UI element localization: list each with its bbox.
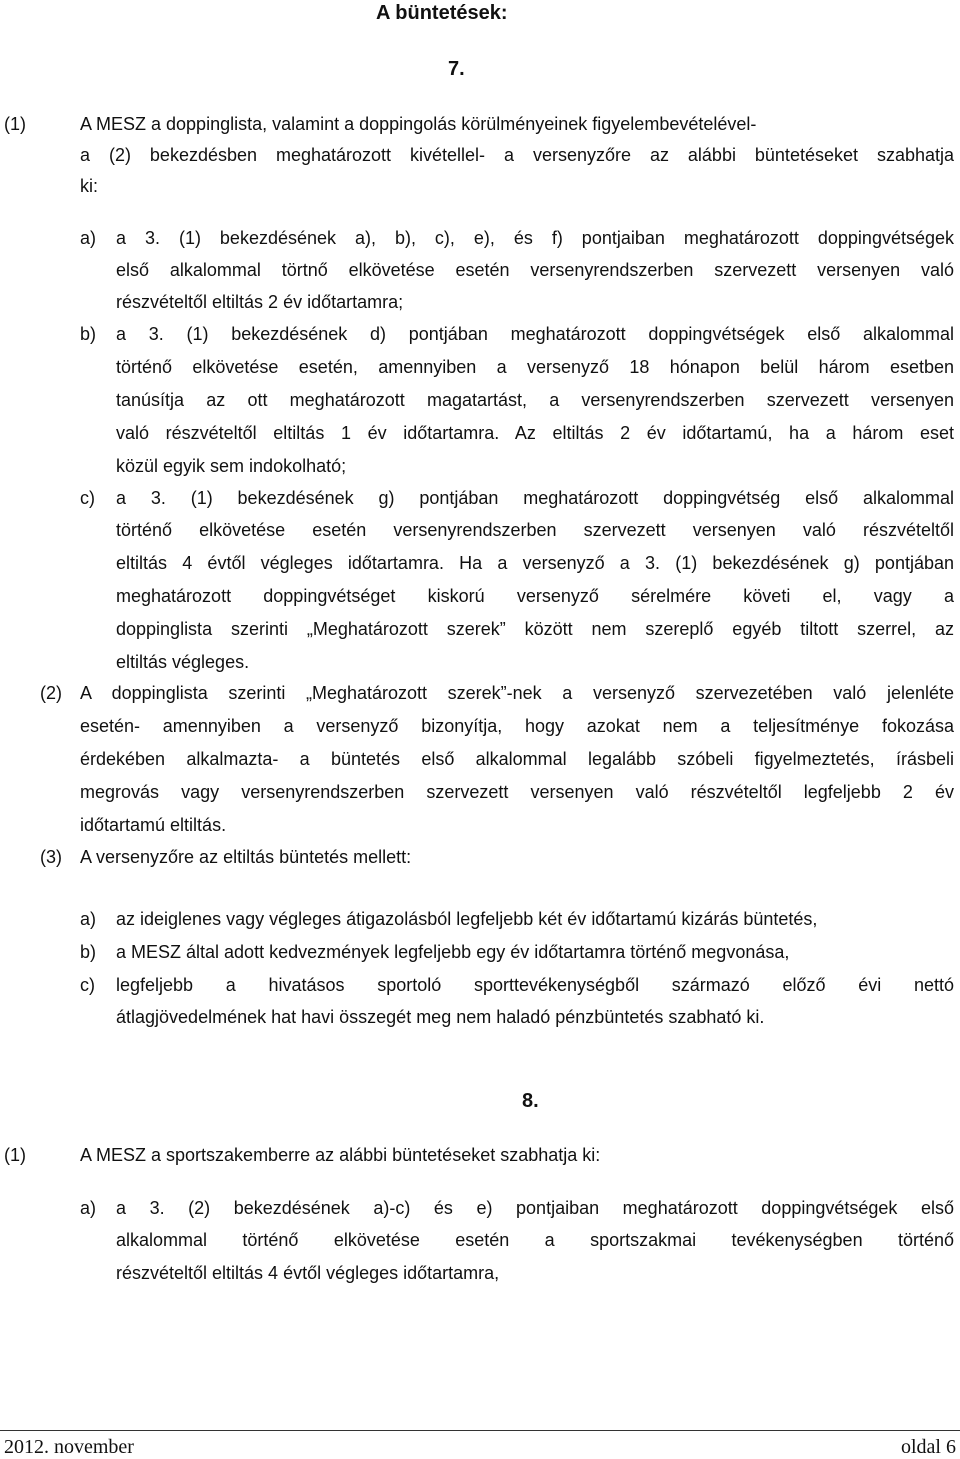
s7-p3-item-a-letter: a) xyxy=(80,909,97,929)
s7-p3-number: (3) xyxy=(40,847,62,867)
page-title: A büntetések: xyxy=(376,2,508,24)
section-7-heading: 7. xyxy=(448,58,465,80)
s8-item-a-line-2: alkalommal történő elkövetése esetén a sportszakmai tevékenységben történő xyxy=(116,1230,954,1250)
s7-p1-line-1: A MESZ a doppinglista, valamint a doppingolás körülményeinek figyelembevételével- xyxy=(80,114,757,134)
s7-item-b-line-5: közül egyik sem indokolható; xyxy=(116,456,347,476)
s7-p3-item-a-line-1: az ideiglenes vagy végleges átigazolásból legfeljebb két év időtartamú kizárás büntetés, xyxy=(116,909,818,929)
s7-p3-item-c-letter: c) xyxy=(80,975,95,995)
s7-p3-item-b-letter: b) xyxy=(80,942,97,962)
s7-p1-line-3: ki: xyxy=(80,176,98,196)
s7-item-a-line-3: részvételtől eltiltás 2 év időtartamra; xyxy=(116,292,404,312)
s7-item-b-line-2: történő elkövetése esetén, amennyiben a versenyző 18 hónapon belül három esetben xyxy=(116,357,954,377)
s7-p2-number: (2) xyxy=(40,683,62,703)
s7-item-a-letter: a) xyxy=(80,228,97,248)
s7-item-b-line-1: a 3. (1) bekezdésének d) pontjában meghatározott doppingvétségek első alkalommal xyxy=(116,324,954,344)
footer-divider xyxy=(0,1430,960,1431)
s7-p2-line-4: megrovás vagy versenyrendszerben szervezett versenyen való részvételtől legfeljebb 2 év xyxy=(80,782,954,802)
s7-p2-line-3: érdekében alkalmazta- a büntetés első alkalommal legalább szóbeli figyelmeztetés, írásbeli xyxy=(80,749,954,769)
s8-p1-number: (1) xyxy=(4,1145,26,1165)
s7-item-c-line-6: eltiltás végleges. xyxy=(116,652,250,672)
s7-item-b-line-3: tanúsítja az ott meghatározott magatartást, a versenyrendszerben szervezett versenyen xyxy=(116,390,954,410)
section-8-heading: 8. xyxy=(522,1090,539,1112)
footer-date: 2012. november xyxy=(4,1436,134,1458)
s7-p3-item-c-line-2: átlagjövedelmének hat havi összegét meg nem haladó pénzbüntetés szabható ki. xyxy=(116,1007,765,1027)
s8-item-a-letter: a) xyxy=(80,1198,97,1218)
s7-item-c-line-2: történő elkövetése esetén versenyrendszerben szervezett versenyen való részvételtől xyxy=(116,520,954,540)
s7-p3-item-b-line-1: a MESZ által adott kedvezmények legfeljebb egy év időtartamra történő megvonása, xyxy=(116,942,790,962)
s7-p1-line-2: a (2) bekezdésben meghatározott kivétellel- a versenyzőre az alábbi büntetéseket szabhatja xyxy=(80,145,954,165)
s7-item-b-line-4: való részvételtől eltiltás 1 év időtartamra. Az eltiltás 2 év időtartamú, ha a három eset xyxy=(116,423,954,443)
s7-p2-line-2: esetén- amennyiben a versenyző bizonyítja, hogy azokat nem a teljesítménye fokozása xyxy=(80,716,954,736)
s7-item-c-line-1: a 3. (1) bekezdésének g) pontjában meghatározott doppingvétség első alkalommal xyxy=(116,488,954,508)
s7-item-a-line-2: első alkalommal törtnő elkövetése esetén versenyrendszerben szervezett versenyen való xyxy=(116,260,954,280)
s8-item-a-line-1: a 3. (2) bekezdésének a)-c) és e) pontjaiban meghatározott doppingvétségek első xyxy=(116,1198,954,1218)
s7-item-c-letter: c) xyxy=(80,488,95,508)
s7-item-a-line-1: a 3. (1) bekezdésének a), b), c), e), és f) pontjaiban meghatározott doppingvétségek xyxy=(116,228,954,248)
s8-item-a-line-3: részvételtől eltiltás 4 évtől végleges időtartamra, xyxy=(116,1263,500,1283)
s7-item-c-line-5: doppinglista szerinti „Meghatározott szerek” között nem szereplő egyéb tiltott szerrel, az xyxy=(116,619,954,639)
s7-p2-line-1: A doppinglista szerinti „Meghatározott szerek”-nek a versenyző szervezetében való jelenléte xyxy=(80,683,954,703)
s7-item-c-line-3: eltiltás 4 évtől végleges időtartamra. Ha a versenyző a 3. (1) bekezdésének g) pontjában xyxy=(116,553,954,573)
s7-item-c-line-4: meghatározott doppingvétséget kiskorú versenyző sérelmére követi el, vagy a xyxy=(116,586,954,606)
s7-p3-line-1: A versenyzőre az eltiltás büntetés mellett: xyxy=(80,847,412,867)
s7-p1-number: (1) xyxy=(4,114,26,134)
s8-p1-line-1: A MESZ a sportszakemberre az alábbi büntetéseket szabhatja ki: xyxy=(80,1145,601,1165)
s7-p2-line-5: időtartamú eltiltás. xyxy=(80,815,227,835)
s7-p3-item-c-line-1: legfeljebb a hivatásos sportoló sporttevékenységből származó előző évi nettó xyxy=(116,975,954,995)
footer-page-number: oldal 6 xyxy=(901,1436,956,1458)
s7-item-b-letter: b) xyxy=(80,324,97,344)
